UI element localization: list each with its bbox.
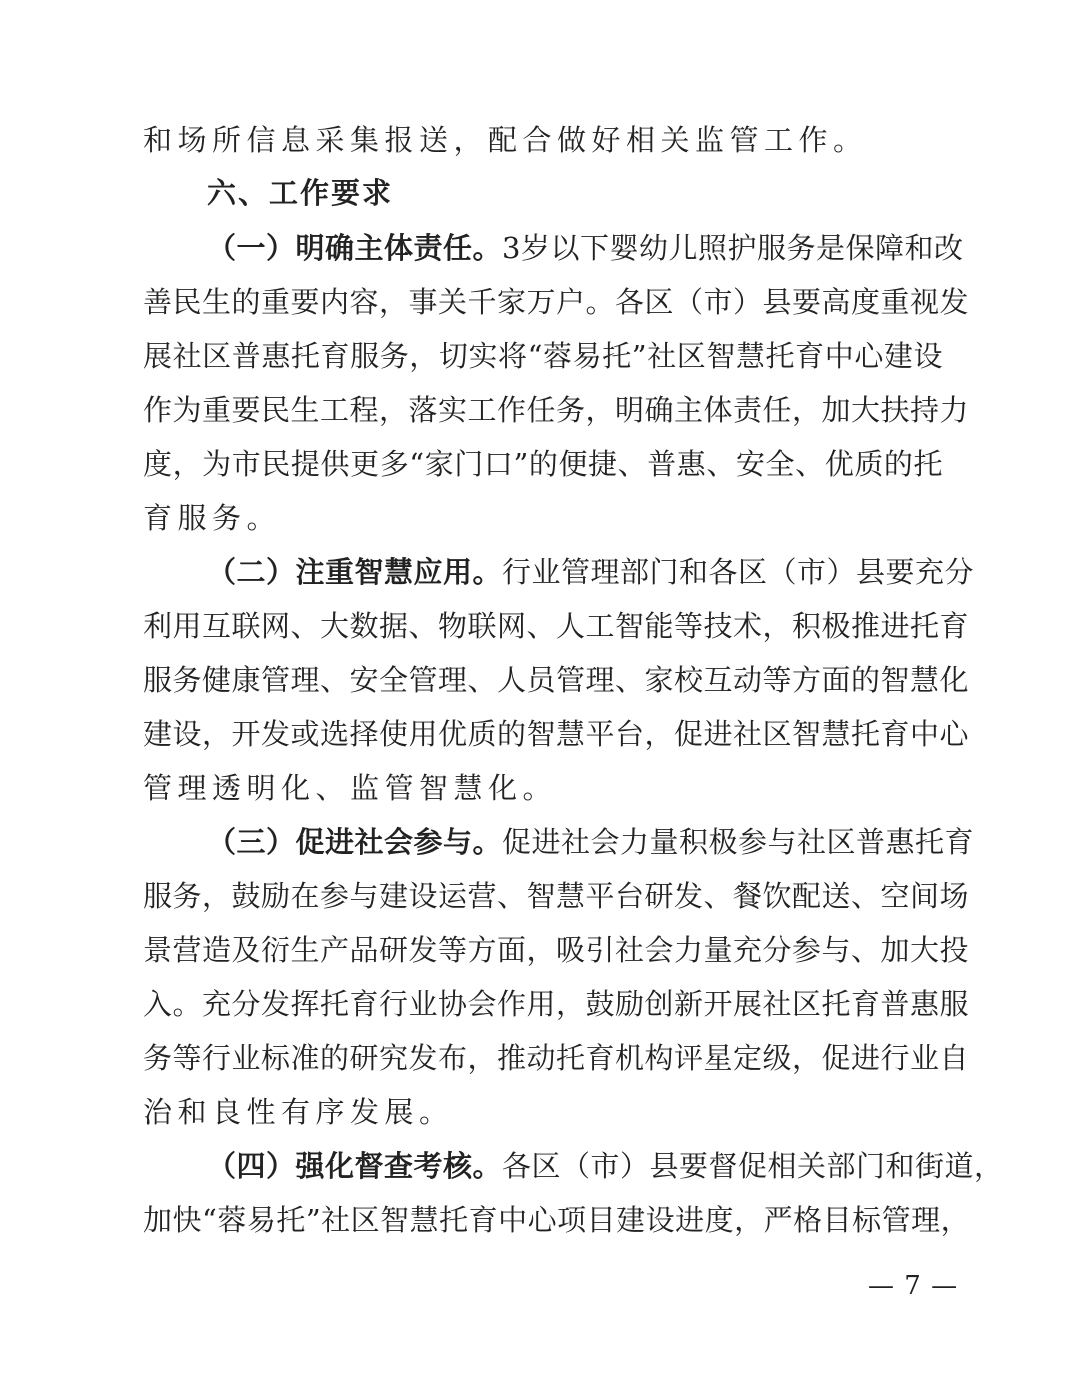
paragraph-2-lead: （二）注重智慧应用。 [207,555,503,589]
text-line: 育服务。 [143,501,282,535]
text-line: 利用互联网、大数据、物联网、人工智能等技术，积极推进托育 [143,609,970,643]
text-line: 治和良性有序发展。 [143,1095,454,1129]
paragraph-4-first-line [207,1137,1004,1195]
text-line: 服务健康管理、安全管理、人员管理、家校互动等方面的智慧化 [143,663,970,697]
text-line: 作为重要民生工程，落实工作任务，明确主体责任，加大扶持力 [143,393,970,427]
paragraph-3-first-line [207,813,975,871]
text-line: 建设，开发或选择使用优质的智慧平台，促进社区智慧托育中心 [143,717,970,751]
paragraph-1-first-line [207,219,964,277]
text-line: 加快“蓉易托”社区智慧托育中心项目建设进度，严格目标管理， [143,1203,971,1237]
paragraph-3-lead: （三）促进社会参与。 [207,825,503,859]
text-line: 服务，鼓励在参与建设运营、智慧平台研发、餐饮配送、空间场 [143,879,970,913]
text-line: 和场所信息采集报送，配合做好相关监管工作。 [143,123,868,157]
text-line: 务等行业标准的研究发布，推动托育机构评星定级，促进行业自 [143,1041,970,1075]
section-heading: 六、工作要求 [207,176,394,210]
text-line: 景营造及衍生产品研发等方面，吸引社会力量充分参与、加大投 [143,933,970,967]
text-line: 善民生的重要内容，事关千家万户。各区（市）县要高度重视发 [143,285,970,319]
text-line: 展社区普惠托育服务，切实将“蓉易托”社区智慧托育中心建设 [143,339,943,373]
text-line: 管理透明化、监管智慧化。 [143,771,558,805]
paragraph-1-lead: （一）明确主体责任。 [207,231,503,265]
paragraph-1-first-line-text: 3岁以下婴幼儿照护服务是保障和改 [502,231,964,265]
paragraph-2-first-line [207,543,975,601]
paragraph-4-lead: （四）强化督查考核。 [207,1149,503,1183]
paragraph-3-first-line-text: 促进社会力量积极参与社区普惠托育 [502,825,975,859]
page-number: — 7 — [868,1271,959,1301]
text-line: 入。充分发挥托育行业协会作用，鼓励创新开展社区托育普惠服 [143,987,970,1021]
paragraph-4-first-line-text: 各区（市）县要督促相关部门和街道， [502,1149,1004,1183]
text-line: 度，为市民提供更多“家门口”的便捷、普惠、安全、优质的托 [143,447,943,481]
paragraph-2-first-line-text: 行业管理部门和各区（市）县要充分 [502,555,975,589]
